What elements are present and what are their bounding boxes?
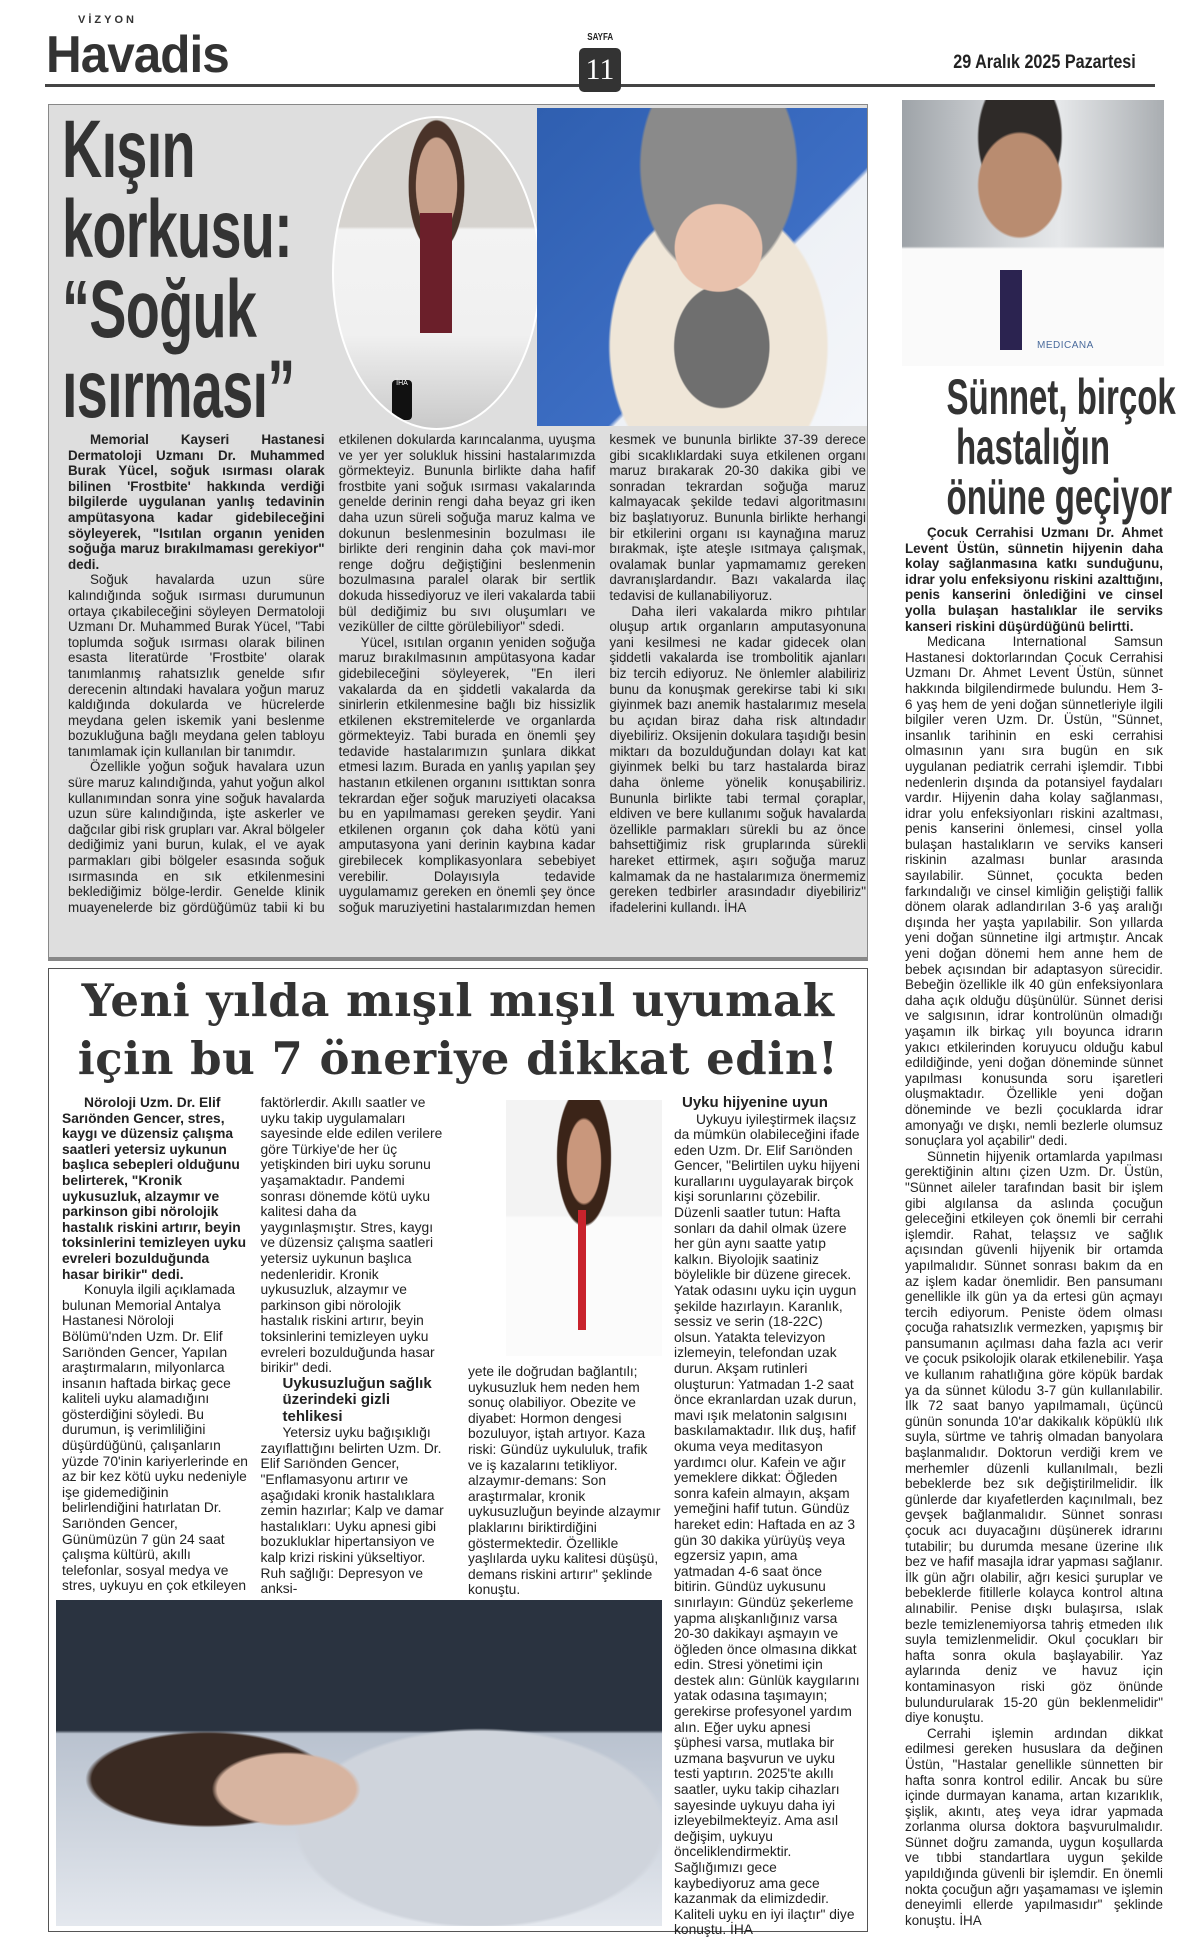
article-paragraph: Medicana International Samsun Hastanesi doktorlarından Çocuk Cerrahisi Uzmanı Dr. Ahmet Levent Üstün, sünnet hakkında bilgilendirmede bulundu. Hem 3-6 yaş hem de yeni doğan sünnetleriyle ilgili bilgiler veren Uzm. Dr. Üstün, "Sünnet, insanlık tarihinin en eski cerrahisi olmasının yanı sıra bugün en sık uygulanan pediatrik cerrahi işlemdir. Tıbbi nedenlerin dışında da potansiyel faydaları vardır. Hijyenin daha kolay sağlanması, idrar yolu enfeksiyonları riskini azaltması, penis kanserini önlemesi, cinsel yolla bulaşan hastalıkların ve serviks kanseri riskinin azalması bunlar arasında sayılabilir. Sünnet, çocukta beden farkındalığı ve cinsel kimliğin geliştiği fallik dönem olarak adlandırılan 3-6 yaş aralığı dışında her yaşta yapılabilir. Son yıllarda yeni doğan sünnetine ilgi artmıştır. Ancak yeni doğan dönemi hem anne hem de bebek açısından bir adaptasyon sürecidir. Bebeğin özellikle ilk 40 gün enfeksiyonlara daha açık olduğu düşünülür. Sünnet derisi ve salgısının, idrar kontrolünün olmadığı yaşamın ilk birkaç yılı boyunca idrarın yakıcı etkilerinden koruyucu olduğu kabul edildiğinde, yeni doğan döneminde sünnet yapılması konusunda soru işaretleri oluşmaktadır. Özellikle yeni doğan döneminde ve bezli çocuklarda idrar amonyağı ve dışkı, nemli bezlerle olumsuz sonuçlara yol açabilir" dedi. bbox=[905, 634, 1163, 1149]
issue-date: 29 Aralık 2025 Pazartesi bbox=[953, 52, 1136, 73]
article-paragraph: Yücel, ısıtılan organın yeniden soğuğa maruz bırakılmasının ampütasyona kadar gidebileceğini söyleyerek, "En ileri vakalarda da en şiddetli vakalarda da sinirlerin etkilenmesine bağlı biz hissizlik etkilenen ekstremitelerde ve organlarda görmekteyiz. Tabi burada en önemli şey tedavide hastalarımızın şunlara dikkat etmesi lazım. Burada en yanlış yapılan şey hastanın etkilenen organını ısıttıktan sonra tekrardan eğer soğuk maruziyeti olacaksa bu en yapılmaması gereken şeydir. Yani etkilenen organın çok daha kötü yani amputasyona yani derinin kaybına kadar girebilecek komplikasyonlara sebebiyet verebilir. Dolayısıyla tedavide uygulamamız gereken en önemli şey önce soğuk maruziyetini hastalarımızdan hemen kesmek ve bununla birlikte 37-39 derece gibi sıcaklıklardaki suya etkilenen organı maruz bırakarak 20-30 dakika gibi ve sonradan tekrardan soğuğa maruz kalmayacak şekilde tedavi algoritmasını biz başlatıyoruz. Bununla birlikte herhangi bir etkilerini organı ısı kaynağına maruz bırakmak, işte ateşle ısıtmaya çalışmak, ovalamak bunlar yapmamamız gereken davranışlardandır. Bazı vakalarda ilaç tedavisi de kullanabiliyoruz. bbox=[338, 432, 866, 915]
article-frostbite-headline bbox=[62, 104, 348, 435]
headline-line: korkusu: bbox=[62, 184, 293, 275]
page-number: 11 bbox=[579, 48, 621, 92]
article-sleep-body-continued bbox=[468, 1364, 664, 1598]
subheading: Uykusuzluğun sağlık üzerindeki gizli tehlikesi bbox=[282, 1374, 432, 1425]
article-circumcision-body bbox=[905, 525, 1163, 1928]
headline-line: “Soğuk bbox=[62, 264, 257, 355]
page-label: SAYFA bbox=[587, 32, 614, 43]
article-sleep-hygiene bbox=[674, 1095, 860, 1938]
cold-woman-photo bbox=[537, 108, 867, 426]
article-sleep-body bbox=[62, 1095, 447, 1597]
microphone-icon: İHA bbox=[392, 380, 412, 420]
tie bbox=[1000, 270, 1022, 350]
headline-line: hastalığın bbox=[955, 419, 1111, 475]
neurologist-photo bbox=[506, 1100, 662, 1356]
article-paragraph: Daha ileri vakalarda mikro pıhtılar oluşup artık organların amputasyonuna yani kesilmesi ne kadar gidecek olan şiddetli vakalarda ise trombolitik ajanları biz tercih ediyoruz. Ne önlemler alabiliriz bunu da konuşmak gerekirse tabi ki sıkı giyinmek bazı anemik hastalarımız mesela bu açıdan biraz daha risk altındadır diyebiliriz. Oksijenin dokulara taşıdığı besin miktarı da bozulduğundan dolayı kat kat giyinmek belki bu tarz hastalarda biraz daha önleme yönelik konuşabiliriz. Bununla birlikte tabi termal çoraplar, eldiven ve bere kullanımı soğuk havalarda özellikle parmakları sürekli bu az önce bahsettiğimiz risk gruplarında sürekli hareket ettirmek, aşırı soğuğa maruz kalmamak da ne hastalarımıza önermemiz gereken tedbirler arasındadır diyebiliriz" ifadelerini kullandı. İHA bbox=[609, 603, 866, 915]
article-lead: Nöroloji Uzm. Dr. Elif Sarıönden Gencer, stres, kaygı ve düzensiz çalışma saatleri yetersiz uykunun başlıca sebepleri olduğunu belirterek, "Kronik uykusuzluk, alzaymır ve parkinson gibi nörolojik hastalık riskini artırır, beyin toksinlerini temizleyen uyku evreleri bozulduğunda hasar birikir" dedi. bbox=[62, 1095, 247, 1282]
headline-line: Yeni yılda mışıl mışıl uyumak bbox=[81, 974, 835, 1027]
article-circumcision-headline bbox=[902, 369, 1176, 525]
article-paragraph: Özellikle yoğun soğuk havalara uzun süre maruz kalındığında, yahut yoğun alkol kullanımından sonra yine soğuk havalarda uzun süre kalındığında, işte askerler ve dağcılar gibi risk grupları var. Akral bölgeler dediğimiz yani burun, kulak, el ve ayak parmakları gibi bölgeler esasında soğuk ısırmasında en sık etkilenmesini beklediğimiz bölge-lerdir. Genelde klinik muayenelerde biz gördüğümüz tabii ki bu etkilenen dokularda karıncalanma, uyuşma ve yer yer solukluk hissini hastalarımızda görmekteyiz. Bununla birlikte daha hafif frostbite yani soğuk ısırması vakalarında genelde derinin rengi daha beyaz gri iken daha uzun süreli soğuğa maruz kalma ve dokunun beslenmesinin bozulması ile birlikte deri renginin daha çok mavi-mor renge doğru değiştiğini beslenmenin bozulmasına paralel olarak bir sertlik dokuda hissediyoruz ve ileri vakalarda tabii bül dediğimiz bu sıvı oluşumları ve veziküller de ciltte görülebiliyor" sdedi. bbox=[68, 432, 596, 915]
article-paragraph: Soğuk havalarda uzun süre kalındığında soğuk ısırması durumunun ortaya çıkabileceğini söyleyen Dermatoloji Uzmanı Dr. Muhammed Burak Yücel, "Tabi toplumda soğuk ısırması olarak bilinen esasta literatürde 'Frostbite' olarak tanımlanmış rahatsızlık genelde sıfır derecenin altındaki havalara yoğun maruz kaldığında dokularda ve hücrelerde meydana gelen iskemik yani beslenme bozukluğuna bağlı meydana gelen tabloyu tanımlamak için kullanılan bir tanımdır. bbox=[68, 572, 325, 759]
article-lead: Memorial Kayseri Hastanesi Dermatoloji Uzmanı Dr. Muhammed Burak Yücel, soğuk ısırması olarak bilinen 'Frostbite' hakkında verdiği bilgilerde uygulanan yanlış tedavinin ampütasyona kadar gidebileceğini söyleyerek, "Isıtılan organın yeniden soğuğa maruz bırakılmaması gerekiyor" dedi. bbox=[68, 432, 325, 572]
doctor-sweater bbox=[420, 213, 452, 333]
subheading: Uyku hijyenine uyun bbox=[682, 1094, 828, 1111]
article-paragraph: Cerrahi işlemin ardından dikkat edilmesi gereken hususlara da değinen Üstün, "Hastalar genellikle sünnetten bir hafta sonra kontrol edilir. Ancak bu süre içinde durmayan kanama, artan kızarıklık, şişlik, akıntı, ateş veya idrar yapmada zorlanma olursa doktora başvurulmalıdır. Sünnet doğru zamanda, uygun koşullarda ve tıbbi standartlara uygun şekilde yapıldığında güvenli bir işlemdir. En önemli nokta çocuğun ağrı yaşamaması ve işlemin deneyimli ellerde yapılmasıdır" şeklinde konuştu. İHA bbox=[905, 1725, 1163, 1928]
coat-logo: MEDICANA bbox=[1037, 340, 1094, 351]
headline-line: önüne geçiyor bbox=[946, 469, 1173, 525]
headline-line: için bu 7 öneriye dikkat edin! bbox=[77, 1032, 839, 1085]
article-paragraph: Yetersiz uyku bağışıklığı zayıflattığını belirten Uzm. Dr. Elif Sarıönden Gencer, "Enflamasyonu artırır ve aşağıdaki kronik hastalıklara zemin hazırlar; Kalp ve damar hastalıkları: Uyku apnesi gibi bozukluklar hipertansiyon ve kalp krizi riskini yükseltiyor. Ruh sağlığı: Depresyon ve anksi- bbox=[260, 1425, 444, 1597]
headline-line: Kışın bbox=[62, 104, 195, 195]
doctor-photo-oval bbox=[332, 116, 541, 430]
article-paragraph: Sünnetin hijyenik ortamlarda yapılması gerektiğinin altını çizen Uzm. Dr. Üstün, "Sünnet aileler tarafından basit bir işlem gibi algılansa da aslında çocuğun geleceğini etkileyen çok önemli bir cerrahi işlemdir. Rahat, telaşsız ve sağlık açısından güvenli hijyenik bir ortamda yapılmalıdır. Sünnet sonrası bakım da en az işlem kadar önemlidir. Ben pansumanı genellikle ilk gün ya da ertesi gün açmayı tercih ediyorum. Peniste ödem olması çocuğa rahatsızlık vermezken, yapışmış bir pansumanın açılması daha fazla acı verir ve çocuk psikolojik olarak etkilenebilir. Yaşa ve kullanım rahatlığına göre köpük bardak ya da sünnet külodu 3-7 gün kullanılabilir. İlk 72 saat banyo yapılmamalı, üçüncü günün sonunda 10'ar dakikalık köpüklü ılık suyla, sürtme ve tahriş olmadan banyolara başlanmalıdır. Doktorun verdiği krem ve merhemler düzenli kullanılmalı, bezli bebeklerde bez sık değiştirilmelidir. İlk günlerde dar kıyafetlerden kaçınılmalı, bez gevşek bağlanmalıdır. Sünnet sonrası çocuk acı duyacağını düşünerek idrarını tutabilir; bu durumda mesane üzerine ılık bez ve hafif masajla idrar yapması sağlanır. İlk gün ağrı olabilir, ağrı kesici şuruplar ve bebeklerde fitillerle kolayca kontrol altına alınabilir. Penise dışkı bulaşırsa, ıslak bezle temizlenemiyorsa tahriş etmeden ılık suyla temizlenmelidir. Okul çocukları bir hafta sonra okula başlayabilir. Yaz aylarında deniz ve havuz için kontaminasyon riski göz önünde bulundurularak 15-20 gün beklenmelidir" diye konuştu. bbox=[905, 1148, 1163, 1726]
article-lead: Çocuk Cerrahisi Uzmanı Dr. Ahmet Levent Üstün, sünnetin hijyenin daha kolay sağlanmasına katkı sunduğunu, idrar yolu enfeksiyonu riskini azalttığını, penis kanserini önlediğini ve cinsel yolla bulaşan hastalıklar ile serviks kanseri riskini düşürdüğünü belirtti. bbox=[905, 525, 1163, 634]
headline-line: ısırması” bbox=[62, 344, 295, 435]
article-sleep-headline bbox=[48, 972, 868, 1088]
surgeon-photo bbox=[902, 100, 1164, 366]
logo-tagline: VİZYON bbox=[78, 14, 137, 26]
article-frostbite-body bbox=[68, 432, 866, 915]
newspaper-logo[interactable]: Havadis bbox=[46, 26, 229, 84]
headline-line: Sünnet, birçok bbox=[946, 369, 1176, 425]
lanyard bbox=[578, 1210, 586, 1330]
article-paragraph: Konuyla ilgili açıklamada bulunan Memorial Antalya Hastanesi Nöroloji Bölümü'nden Uzm. Dr. Elif Sarıönden Gencer, Yapılan araştırmaların, milyonlarca insanın haftada birkaç gece kaliteli uyku alamadığını gösterdiğini söyledi. Bu durumun, iş verimliliğini düşürdüğünü, çalışanların yüzde 70'inin kariyerlerinde en az bir kez kötü uyku nedeniyle işe gidemediğinin belirlendiğini hatırlatan Dr. Sarıönden Gencer, Günümüzün 7 gün 24 saat çalışma kültürü, akıllı telefonlar, sosyal medya ve stres, uykuyu en çok etkileyen faktörlerdir. Akıllı saatler ve uyku takip uygulamaları sayesinde elde edilen verilere göre Türkiye'de her üç yetişkinden biri uyku sorunu yaşamaktadır. Pandemi sonrası dönemde kötü uyku kalitesi daha da yaygınlaşmıştır. Stres, kaygı ve düzensiz çalışma saatleri yetersiz uykunun başlıca nedenleridir. Kronik uykusuzluk, alzaymır ve parkinson gibi nörolojik hastalık riskini artırır, beyin toksinlerini temizleyen uyku evreleri bozulduğunda hasar birikir" dedi. bbox=[62, 1095, 443, 1594]
article-paragraph: yete ile doğrudan bağlantılı; uykusuzluk hem neden hem sonuç olabiliyor. Obezite ve diyabet: Hormon dengesi bozuluyor, iştah artıyor. Kaza riski: Gündüz uykululuk, trafik ve iş kazalarını tetikliyor. alzaymır-demans: Son araştırmalar, kronik uykusuzluğun beyinde alzaymır plaklarını biriktirdiğini göstermektedir. Özellikle yaşlılarda uyku kalitesi düşüşü, demans riskini artırır" şeklinde konuştu. bbox=[468, 1364, 661, 1598]
article-paragraph: Uykuyu iyileştirmek ilaçsız da mümkün olabileceğini ifade eden Uzm. Dr. Elif Sarıönden Gencer, "Belirtilen uyku hijyeni kurallarını uygulayarak birçok kişi sorunlarını çözebilir. Düzenli saatler tutun: Hafta sonları da dahil olmak üzere her gün aynı saatte yatıp kalkın. Biyolojik saatiniz böylelikle bir düzene girecek. Yatak odasını uyku için uygun şekilde hazırlayın. Karanlık, sessiz ve serin (18-22C) olsun. Yatakta televizyon izlemeyin, telefondan uzak durun. Akşam rutinleri oluşturun: Yatmadan 1-2 saat önce ekranlardan uzak durun, mavi ışık melatonin salgısını baskılamaktadır. Ilık duş, hafif okuma veya meditasyon yardımcı olur. Kafein ve ağır yemeklere dikkat: Öğleden sonra kafein almayın, akşam yemeğini hafif tutun. Gündüz hareket edin: Haftada en az 3 gün 30 dakika yürüyüş veya egzersiz yapın, ama yatmadan 4-6 saat önce bitirin. Gündüz uykusunu sınırlayın: Gündüz şekerleme yapma alışkanlığınız varsa 20-30 dakikayı aşmayın ve öğleden önce olmasına dikkat edin. Stresi yönetimi için destek alın: Günlük kaygılarını yatak odasına taşımayın; gerekirse profesyonel yardım alın. Eğer uyku apnesi şüphesi varsa, mutlaka bir uzmana başvurun ve uyku testi yaptırın. 2025'te akıllı saatler, uyku takip cihazları sayesinde uykuyu daha iyi izleyebilmekteyiz. Ama asıl değişim, uykuyu önceliklendirmektir. Sağlığımızı gece kaybediyoruz ama gece kazanmak da elimizdedir. Kaliteli uyku en iyi ilaçtır" diye konuştu. İHA bbox=[674, 1111, 860, 1938]
